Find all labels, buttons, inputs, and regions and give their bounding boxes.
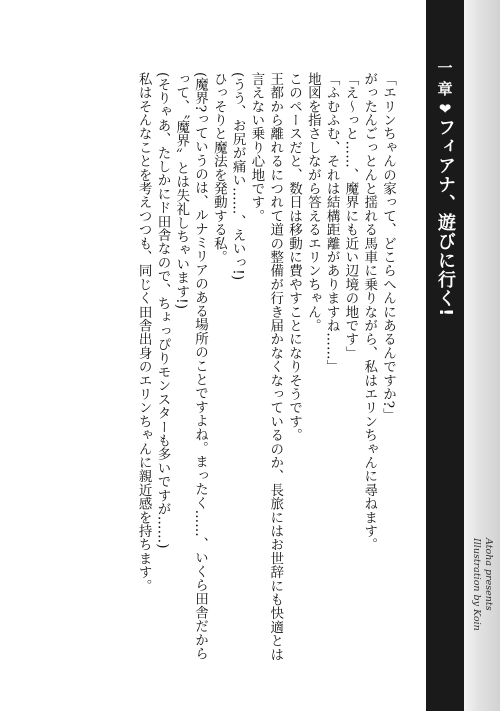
illustrator-credit: Illustration by Koin [471,538,482,631]
paragraph: (そりゃあ、たしかにド田舎なので、ちょっぴりモンスターも多いですが……) [154,72,171,549]
heart-icon: ❤ [436,100,454,118]
paragraph: ひっそりと魔法を発動する私。 [210,72,227,264]
chapter-number-text: 一 [435,60,454,75]
chapter-number [426,60,464,118]
paragraph: 「え〜っと……、魔界にも近い辺境の地です」 [342,72,359,360]
header-band [420,0,500,711]
chapter-label: 章 [435,81,454,96]
paragraph: 地図を指さしながら答えるエリンちゃん。 [304,72,321,333]
chapter-title: フィアナ、遊びに行く! [435,118,456,318]
paragraph: (うう、お尻が痛い……、えいっ!) [229,72,246,281]
body-text [57,72,397,672]
paragraph: がったんごっとんと揺れる馬車に乗りながら、私はエリンちゃんに尋ねます。 [361,72,378,552]
paragraph: 「エリンちゃんの家って、どこらへんにあるんですか?」 [380,72,396,422]
paragraph: このペースだと、数日は移動に費やすことになりそうです。 [286,72,303,442]
paragraph: 私はそんなことを考えつつも、同じく田舎出身のエリンちゃんに親近感を持ちます。 [135,72,152,593]
credits [468,538,494,631]
author-credit: Atoha presents [483,538,494,611]
paragraph: 「ふむふむ、それは結構距離がありますね……」 [323,72,340,374]
paragraph: (魔界?っていうのは、ルナミリアのある場所のことですよね。まったく……、いくら田舎だからって、〝魔界〟とは失礼しちゃいます!) [173,72,209,661]
paragraph: 王都から離れるにつれて道の整備が行き届かなくなっているのか、長旅にはお世辞にも快適とは言えない乗り心地です。 [248,72,284,662]
